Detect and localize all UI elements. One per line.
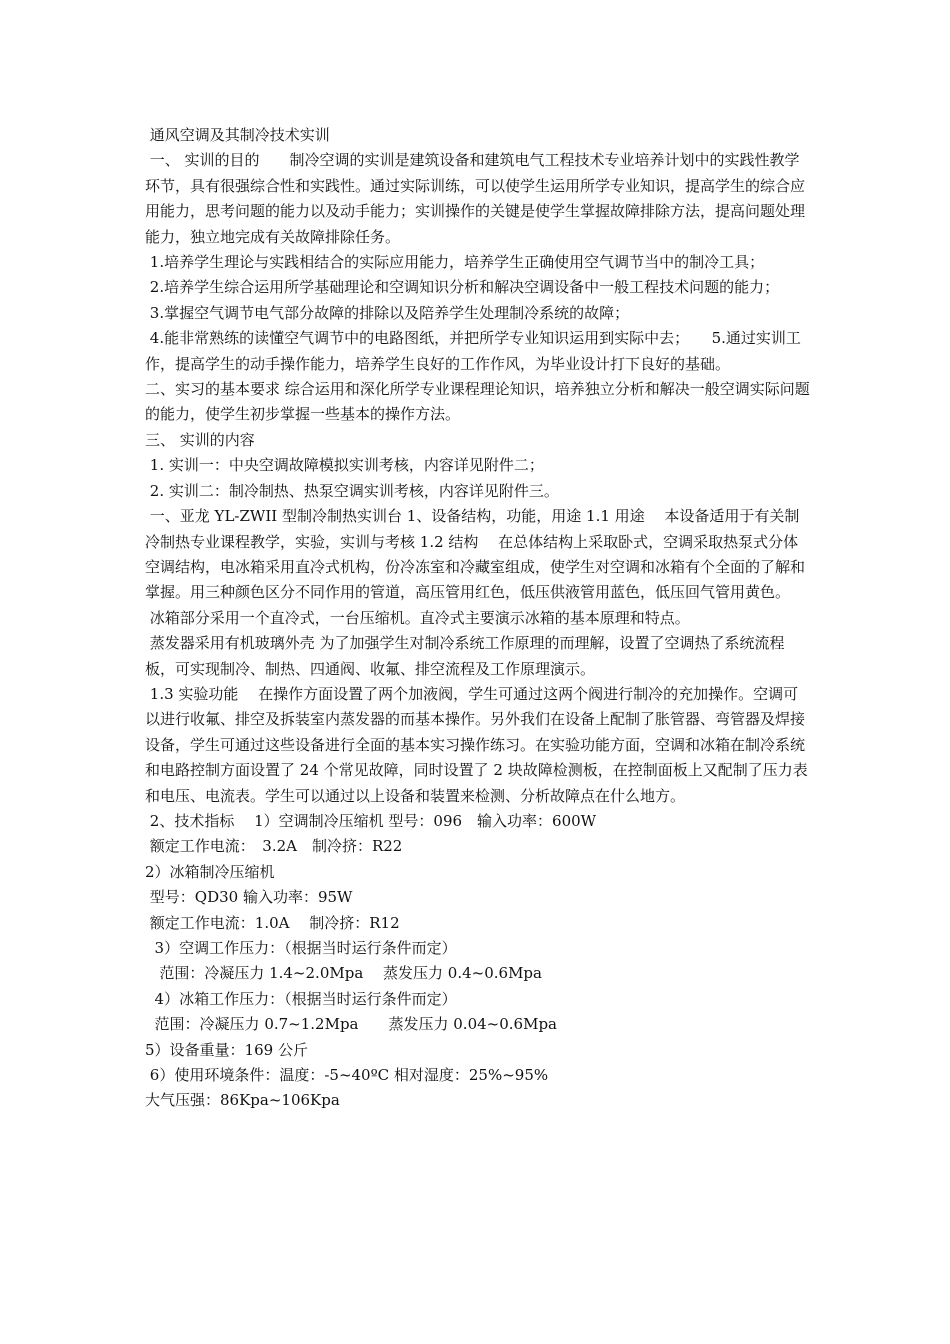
goal-item-2: 2.培养学生综合运用所学基础理论和空调知识分析和解决空调设备中一般工程技术问题的能力； [145,278,780,297]
training-item-2: 2. 实训二：制冷制热、热泵空调实训考核，内容详见附件三。 [145,481,559,500]
spec-fridge-pressure-heading: 4）冰箱工作压力：（根据当时运行条件而定） [145,989,457,1008]
spec-fridge-model: 型号：QD30 输入功率：95W [145,888,353,907]
spec-atmospheric-pressure: 大气压强：86Kpa~106Kpa [145,1091,340,1110]
equipment-structure-paragraph: 一、亚龙 YL-ZWII 型制冷制热实训台 1、设备结构，功能，用途 1.1 用途 本设备适用于有关制冷制热专业课程教学，实验，实训与考核 1.2 结构 在总体结构上采取卧式，空调采取热泵式分体空调结构，电冰箱采用直冷式机构，份冷冻室和冷藏室组成，使学生对空调和冰箱有个全面的了解和掌握。用三种颜色区分不同作用的管道，高压管用红色，低压供液管用蓝色，低压回气管用黄色。 [145,507,806,602]
evaporator-paragraph: 蒸发器采用有机玻璃外壳 为了加强学生对制冷系统工作原理的而理解，设置了空调热了系统流程板，可实现制冷、制热、四通阀、收氟、排空流程及工作原理演示。 [145,634,785,678]
training-item-1: 1. 实训一：中央空调故障模拟实训考核，内容详见附件二； [145,456,544,475]
spec-fridge-pressure-range: 范围：冷凝压力 0.7~1.2Mpa 蒸发压力 0.04~0.6Mpa [145,1015,557,1034]
spec-ac-pressure-range: 范围：冷凝压力 1.4~2.0Mpa 蒸发压力 0.4~0.6Mpa [145,964,542,983]
spec-ac-compressor: 2、技术指标 1）空调制冷压缩机 型号：096 输入功率：600W [145,811,597,830]
section-training-content-heading: 三、 实训的内容 [145,430,255,449]
experiment-function-paragraph: 1.3 实验功能 在操作方面设置了两个加液阀，学生可通过这两个阀进行制冷的充加操作。空调可以进行收氟、排空及拆装室内蒸发器的而基本操作。另外我们在设备上配制了胀管器、弯管器及焊接设备，学生可通过这些设备进行全面的基本实习操作练习。在实验功能方面，空调和冰箱在制冷系统和电路控制方面设置了 24 个常见故障，同时设置了 2 块故障检测板，在控制面板上又配制了压力表和电压、电流表。学生可以通过以上设备和装置来检测、分析故障点在什么地方。 [145,684,808,805]
spec-environment: 6）使用环境条件：温度：-5~40ºC 相对湿度：25%~95% [145,1066,549,1085]
spec-ac-current: 额定工作电流： 3.2A 制冷挤：R22 [145,837,403,856]
spec-ac-pressure-heading: 3）空调工作压力：（根据当时运行条件而定） [145,939,457,957]
spec-fridge-compressor-heading: 2）冰箱制冷压缩机 [145,862,275,881]
section-training-purpose: 一、 实训的目的 制冷空调的实训是建筑设备和建筑电气工程技术专业培养计划中的实践性教学环节，具有很强综合性和实践性。通过实际训练，可以使学生运用所学专业知识，提高学生的综合应用能力，思考问题的能力以及动手能力；实训操作的关键是使学生掌握故障排除方法，提高问题处理能力，独立地完成有关故障排除任务。 [145,151,806,246]
document-body [145,123,810,1114]
spec-fridge-current: 额定工作电流：1.0A 制冷挤：R12 [145,913,400,932]
goal-item-1: 1.培养学生理论与实践相结合的实际应用能力，培养学生正确使用空气调节当中的制冷工具； [145,253,765,272]
spec-weight: 5）设备重量：169 公斤 [145,1040,308,1059]
section-basic-requirements: 二、实习的基本要求 综合运用和深化所学专业课程理论知识，培养独立分析和解决一般空调实际问题的能力，使学生初步掌握一些基本的操作方法。 [145,380,810,424]
refrigerator-paragraph: 冰箱部分采用一个直冷式，一台压缩机。直冷式主要演示冰箱的基本原理和特点。 [145,608,690,627]
goal-item-4-5: 4.能非常熟练的读懂空气调节中的电路图纸，并把所学专业知识运用到实际中去； 5.通过实训工作，提高学生的动手操作能力，培养学生良好的工作作风，为毕业设计打下良好的基础。 [145,329,801,373]
goal-item-3: 3.掌握空气调节电气部分故障的排除以及陪养学生处理制冷系统的故障； [145,303,630,322]
document-title: 通风空调及其制冷技术实训 [145,126,330,144]
